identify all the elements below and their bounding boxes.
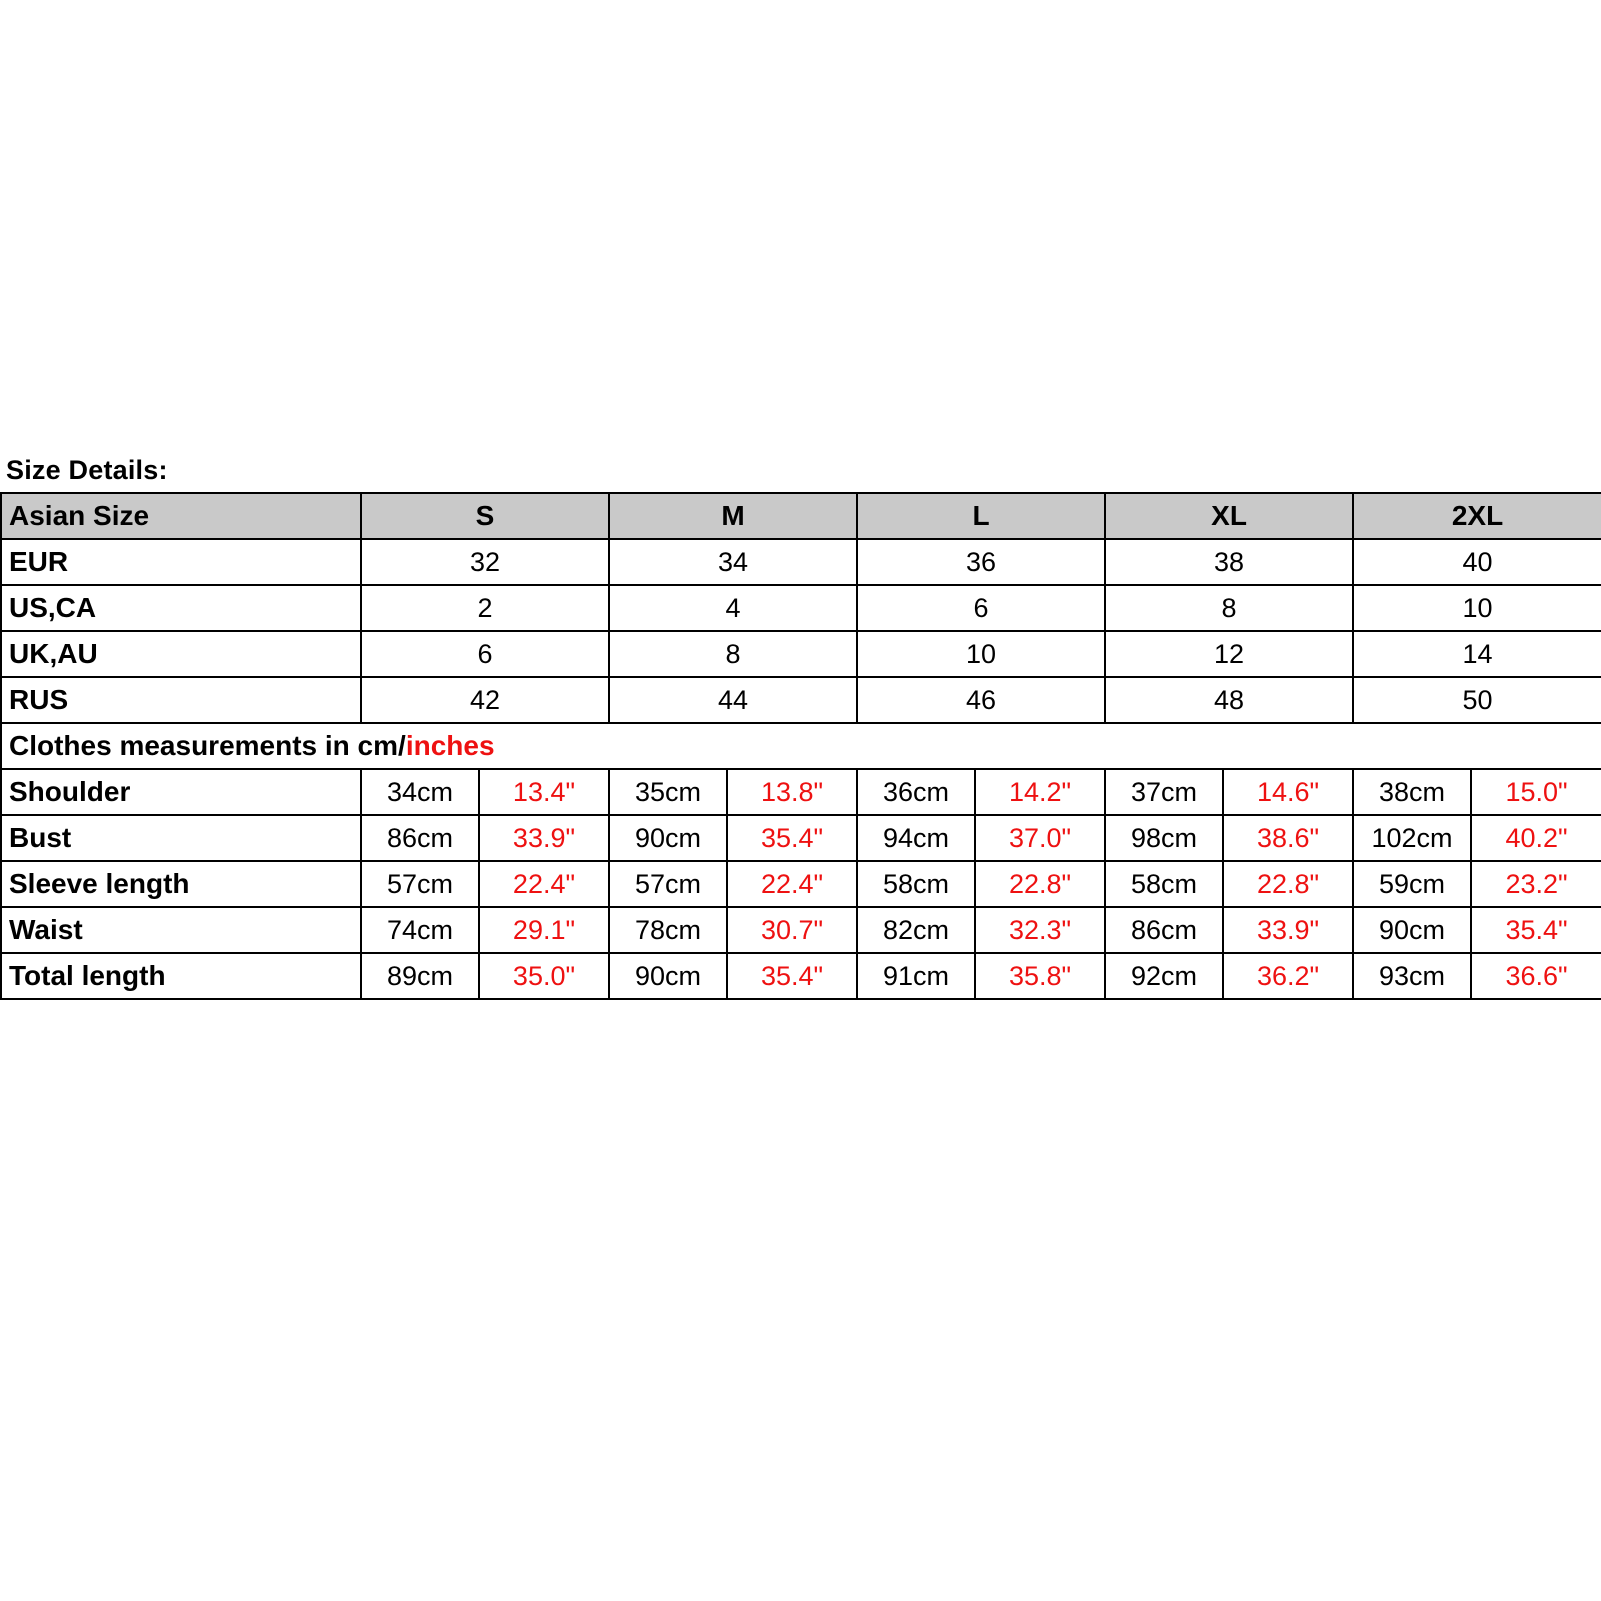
cell-waist-2xl-in: 35.4"	[1471, 907, 1601, 953]
header-size-l: L	[857, 493, 1105, 539]
table-row	[1, 953, 1601, 999]
row-label-rus: RUS	[1, 677, 361, 723]
cell-bust-xl-cm: 98cm	[1105, 815, 1223, 861]
measurements-label-cm: Clothes measurements in cm/	[9, 730, 406, 761]
cell-sleeve-l-in: 22.8"	[975, 861, 1105, 907]
cell-usca-m: 4	[609, 585, 857, 631]
measurements-section-label	[1, 723, 1601, 769]
cell-rus-xl: 48	[1105, 677, 1353, 723]
row-label-waist: Waist	[1, 907, 361, 953]
table-row	[1, 815, 1601, 861]
cell-shoulder-2xl-in: 15.0"	[1471, 769, 1601, 815]
header-size-xl: XL	[1105, 493, 1353, 539]
cell-shoulder-s-in: 13.4"	[479, 769, 609, 815]
row-label-eur: EUR	[1, 539, 361, 585]
row-label-bust: Bust	[1, 815, 361, 861]
header-size-s: S	[361, 493, 609, 539]
size-chart-sheet	[0, 455, 1601, 1000]
cell-usca-xl: 8	[1105, 585, 1353, 631]
table-row	[1, 677, 1601, 723]
cell-shoulder-m-in: 13.8"	[727, 769, 857, 815]
page-title: Size Details:	[6, 455, 168, 485]
cell-sleeve-2xl-in: 23.2"	[1471, 861, 1601, 907]
row-label-shoulder: Shoulder	[1, 769, 361, 815]
cell-sleeve-m-cm: 57cm	[609, 861, 727, 907]
cell-usca-s: 2	[361, 585, 609, 631]
cell-usca-l: 6	[857, 585, 1105, 631]
cell-waist-s-cm: 74cm	[361, 907, 479, 953]
cell-sleeve-l-cm: 58cm	[857, 861, 975, 907]
cell-sleeve-2xl-cm: 59cm	[1353, 861, 1471, 907]
cell-ukau-2xl: 14	[1353, 631, 1601, 677]
cell-shoulder-xl-in: 14.6"	[1223, 769, 1353, 815]
header-size-2xl: 2XL	[1353, 493, 1601, 539]
cell-waist-2xl-cm: 90cm	[1353, 907, 1471, 953]
cell-bust-m-in: 35.4"	[727, 815, 857, 861]
cell-bust-xl-in: 38.6"	[1223, 815, 1353, 861]
cell-bust-l-cm: 94cm	[857, 815, 975, 861]
cell-shoulder-xl-cm: 37cm	[1105, 769, 1223, 815]
cell-total-xl-cm: 92cm	[1105, 953, 1223, 999]
cell-usca-2xl: 10	[1353, 585, 1601, 631]
header-size-m: M	[609, 493, 857, 539]
cell-eur-l: 36	[857, 539, 1105, 585]
cell-eur-xl: 38	[1105, 539, 1353, 585]
cell-total-l-cm: 91cm	[857, 953, 975, 999]
cell-eur-s: 32	[361, 539, 609, 585]
cell-sleeve-xl-cm: 58cm	[1105, 861, 1223, 907]
cell-shoulder-2xl-cm: 38cm	[1353, 769, 1471, 815]
table-row	[1, 907, 1601, 953]
row-label-sleeve-length: Sleeve length	[1, 861, 361, 907]
table-row-measurements-heading	[1, 723, 1601, 769]
cell-total-s-in: 35.0"	[479, 953, 609, 999]
cell-rus-s: 42	[361, 677, 609, 723]
cell-bust-2xl-cm: 102cm	[1353, 815, 1471, 861]
cell-sleeve-m-in: 22.4"	[727, 861, 857, 907]
cell-total-s-cm: 89cm	[361, 953, 479, 999]
cell-eur-m: 34	[609, 539, 857, 585]
cell-bust-m-cm: 90cm	[609, 815, 727, 861]
cell-total-2xl-cm: 93cm	[1353, 953, 1471, 999]
cell-rus-2xl: 50	[1353, 677, 1601, 723]
table-row-header	[1, 493, 1601, 539]
cell-bust-s-in: 33.9"	[479, 815, 609, 861]
cell-waist-xl-cm: 86cm	[1105, 907, 1223, 953]
cell-shoulder-l-in: 14.2"	[975, 769, 1105, 815]
row-label-total-length: Total length	[1, 953, 361, 999]
cell-waist-s-in: 29.1"	[479, 907, 609, 953]
cell-waist-l-in: 32.3"	[975, 907, 1105, 953]
cell-total-xl-in: 36.2"	[1223, 953, 1353, 999]
row-label-us-ca: US,CA	[1, 585, 361, 631]
table-row	[1, 861, 1601, 907]
cell-bust-l-in: 37.0"	[975, 815, 1105, 861]
cell-shoulder-s-cm: 34cm	[361, 769, 479, 815]
measurements-label-inches: inches	[405, 730, 495, 761]
cell-sleeve-s-cm: 57cm	[361, 861, 479, 907]
cell-total-2xl-in: 36.6"	[1471, 953, 1601, 999]
cell-total-m-in: 35.4"	[727, 953, 857, 999]
cell-bust-2xl-in: 40.2"	[1471, 815, 1601, 861]
header-asian-size: Asian Size	[1, 493, 361, 539]
cell-rus-l: 46	[857, 677, 1105, 723]
cell-waist-m-cm: 78cm	[609, 907, 727, 953]
cell-ukau-xl: 12	[1105, 631, 1353, 677]
cell-sleeve-s-in: 22.4"	[479, 861, 609, 907]
size-chart-table	[0, 492, 1601, 1000]
cell-waist-l-cm: 82cm	[857, 907, 975, 953]
cell-total-m-cm: 90cm	[609, 953, 727, 999]
cell-waist-xl-in: 33.9"	[1223, 907, 1353, 953]
table-row	[1, 769, 1601, 815]
cell-shoulder-l-cm: 36cm	[857, 769, 975, 815]
cell-shoulder-m-cm: 35cm	[609, 769, 727, 815]
table-row	[1, 539, 1601, 585]
cell-rus-m: 44	[609, 677, 857, 723]
cell-ukau-s: 6	[361, 631, 609, 677]
cell-ukau-l: 10	[857, 631, 1105, 677]
table-row	[1, 585, 1601, 631]
cell-eur-2xl: 40	[1353, 539, 1601, 585]
cell-waist-m-in: 30.7"	[727, 907, 857, 953]
cell-sleeve-xl-in: 22.8"	[1223, 861, 1353, 907]
row-label-uk-au: UK,AU	[1, 631, 361, 677]
cell-bust-s-cm: 86cm	[361, 815, 479, 861]
cell-ukau-m: 8	[609, 631, 857, 677]
table-row	[1, 631, 1601, 677]
cell-total-l-in: 35.8"	[975, 953, 1105, 999]
